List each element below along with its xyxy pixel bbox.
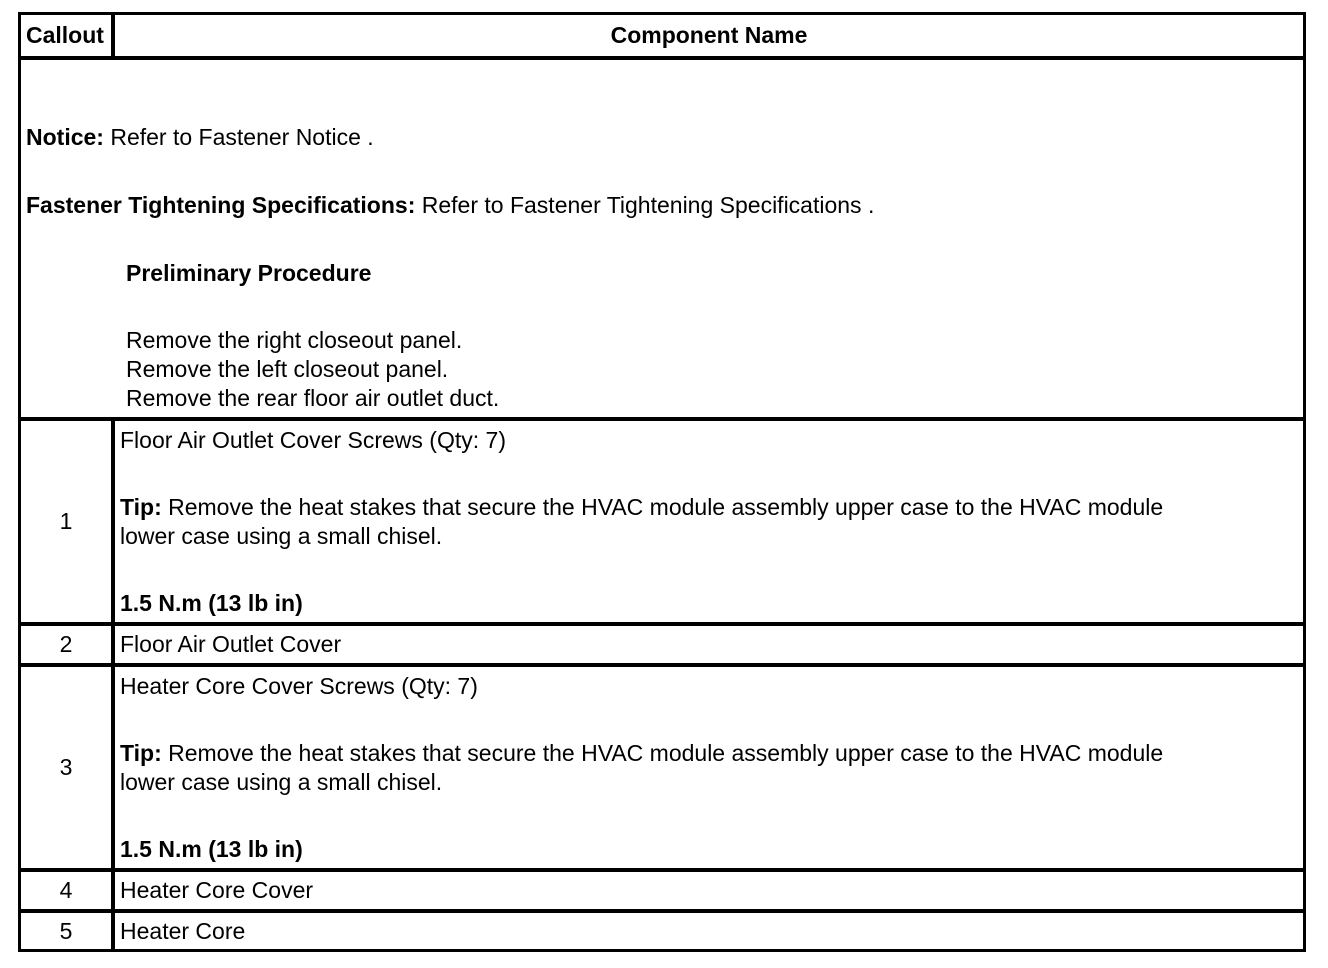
fastener-spec-text: Refer to Fastener Tightening Specifications . bbox=[415, 192, 875, 218]
table-row bbox=[21, 622, 1303, 663]
notice-text: Refer to Fastener Notice . bbox=[103, 124, 374, 150]
intro-row bbox=[21, 56, 1303, 417]
fastener-spec-label: Fastener Tightening Specifications: bbox=[26, 192, 416, 218]
callout-number: 4 bbox=[21, 872, 115, 909]
component-name: Heater Core Cover Screws (Qty: 7) bbox=[120, 673, 478, 699]
tip-line bbox=[120, 740, 1163, 766]
table-row bbox=[21, 909, 1303, 949]
callout-number: 1 bbox=[21, 421, 115, 622]
component-table bbox=[18, 12, 1306, 952]
preliminary-procedure-title: Preliminary Procedure bbox=[126, 260, 372, 286]
callout-number: 5 bbox=[21, 913, 115, 949]
torque-spec: 1.5 N.m (13 lb in) bbox=[120, 590, 303, 616]
table-row bbox=[21, 663, 1303, 868]
callout-number: 2 bbox=[21, 626, 115, 663]
component-cell bbox=[115, 667, 1303, 868]
tip-text-continued: lower case using a small chisel. bbox=[120, 769, 443, 795]
component-name: Floor Air Outlet Cover bbox=[120, 631, 342, 657]
tip-label: Tip: bbox=[120, 494, 162, 520]
component-name: Heater Core Cover bbox=[120, 877, 314, 903]
component-name: Floor Air Outlet Cover Screws (Qty: 7) bbox=[120, 427, 506, 453]
component-cell bbox=[115, 421, 1303, 622]
tip-text: Remove the heat stakes that secure the HVAC module assembly upper case to the HVAC module bbox=[161, 740, 1164, 766]
component-name: Heater Core bbox=[120, 917, 246, 944]
tip-text-continued: lower case using a small chisel. bbox=[120, 523, 443, 549]
tip-label: Tip: bbox=[120, 740, 162, 766]
procedure-step: Remove the left closeout panel. bbox=[126, 356, 449, 382]
component-name-header: Component Name bbox=[610, 22, 808, 48]
table-row bbox=[21, 868, 1303, 909]
table-row bbox=[21, 417, 1303, 622]
fastener-spec-line bbox=[26, 192, 874, 218]
tip-line bbox=[120, 494, 1163, 520]
tip-text: Remove the heat stakes that secure the HVAC module assembly upper case to the HVAC module bbox=[161, 494, 1164, 520]
callout-number: 3 bbox=[21, 667, 115, 868]
procedure-step: Remove the rear floor air outlet duct. bbox=[126, 385, 500, 411]
procedure-step: Remove the right closeout panel. bbox=[126, 327, 463, 353]
notice-line bbox=[26, 124, 374, 150]
callout-header: Callout bbox=[21, 15, 115, 56]
table-header bbox=[21, 15, 1303, 56]
torque-spec: 1.5 N.m (13 lb in) bbox=[120, 836, 303, 862]
notice-label: Notice: bbox=[26, 124, 104, 150]
